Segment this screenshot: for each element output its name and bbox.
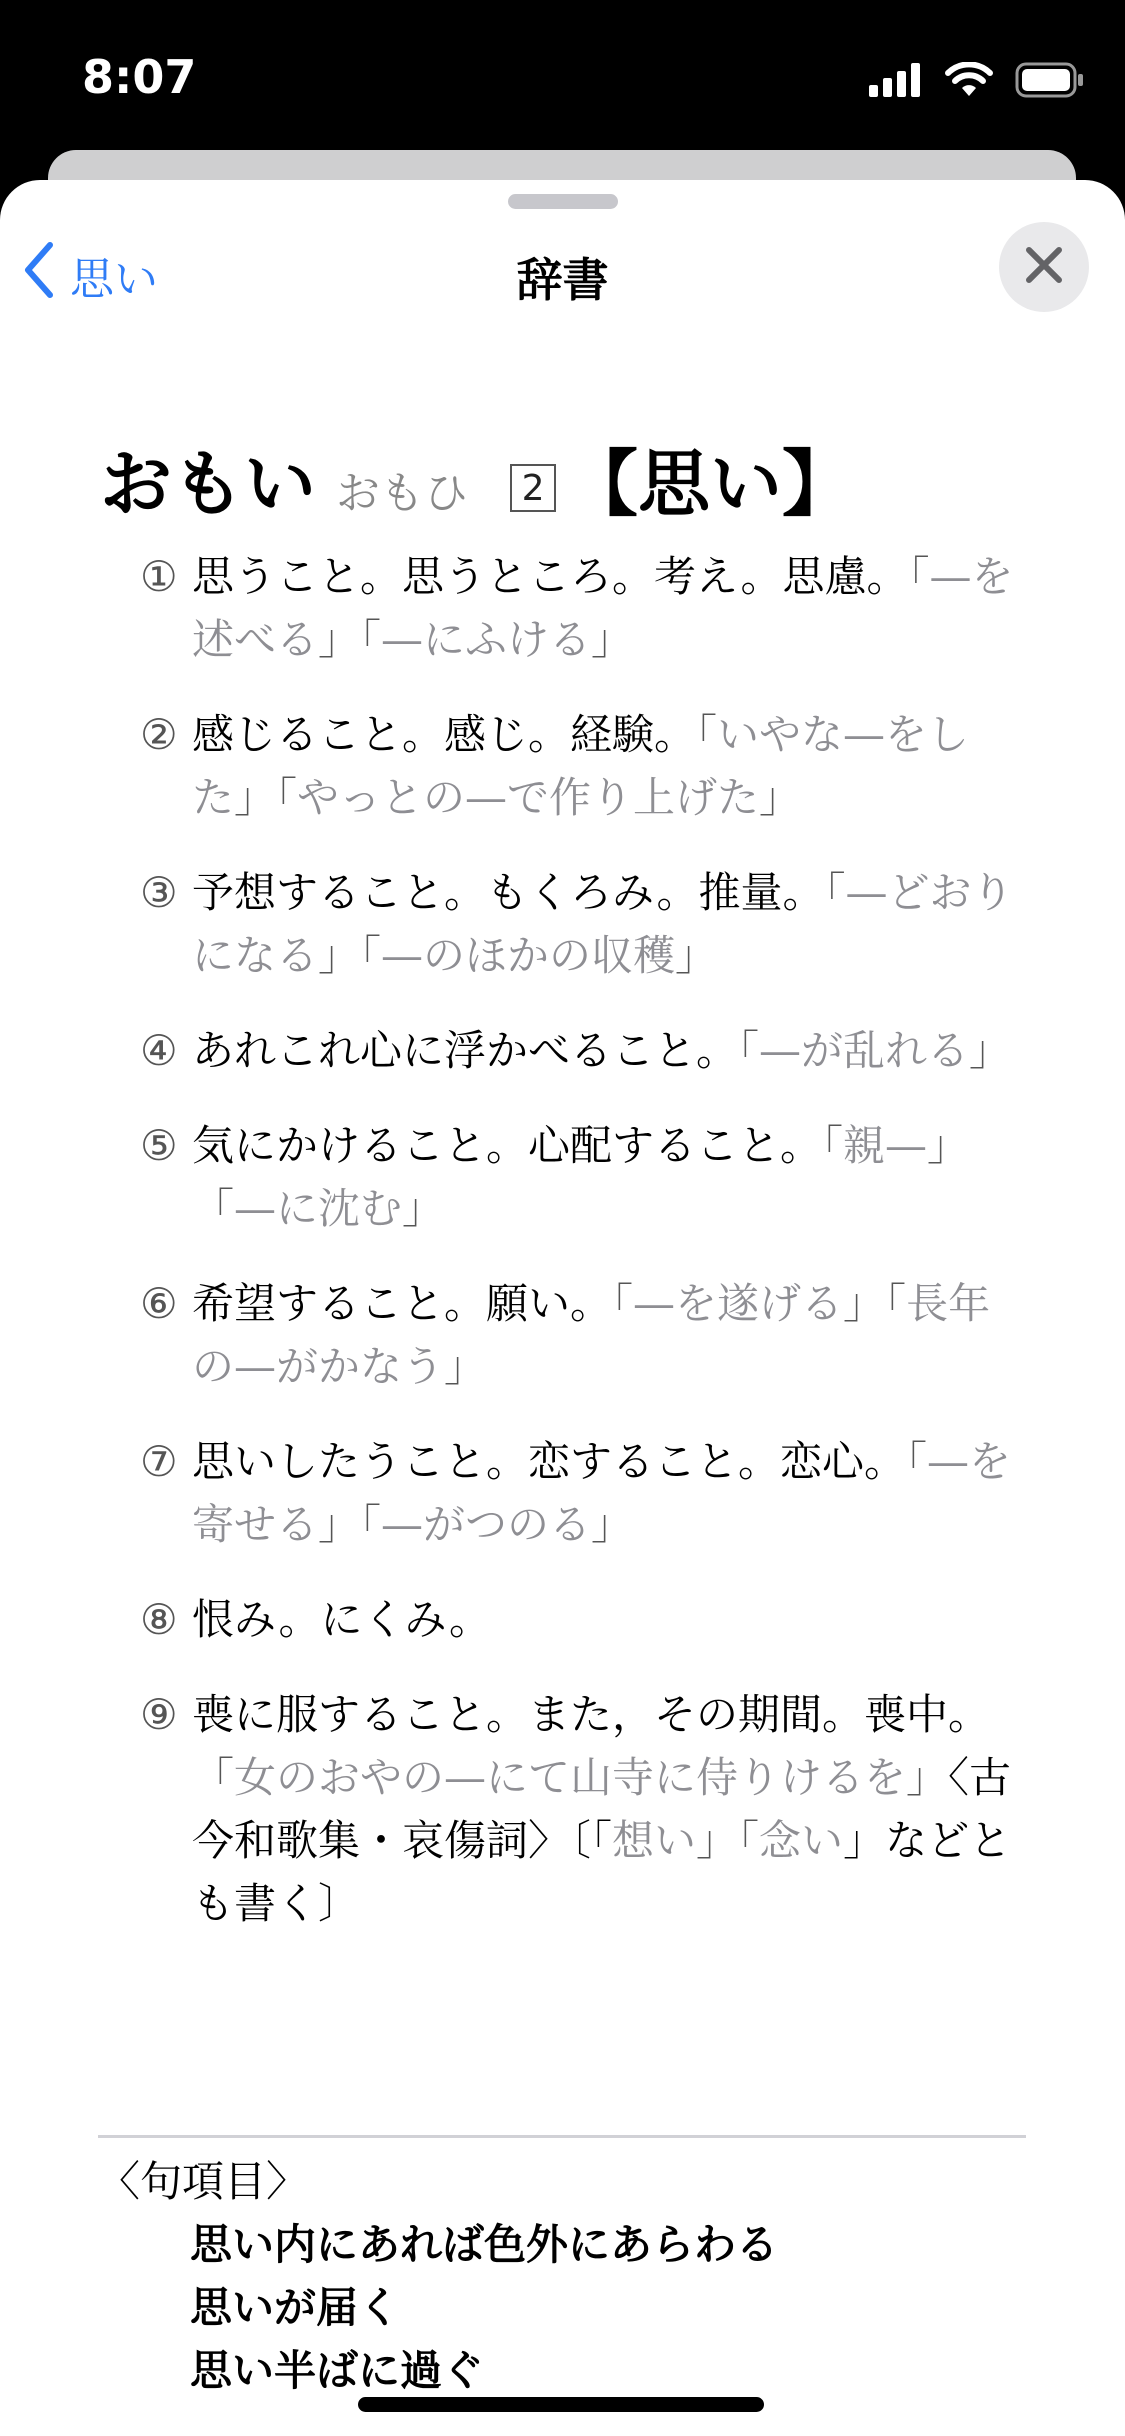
- sense-definition: 希望すること。願い。: [192, 1279, 613, 1328]
- example-phrase: 想い: [612, 1816, 697, 1865]
- quote-bracket: 」: [759, 773, 802, 822]
- sense-item: [140, 703, 1020, 829]
- sense-number: ④: [140, 1026, 178, 1075]
- sense-definition: 気にかけること。心配すること。: [192, 1121, 823, 1170]
- sense-number: ⑧: [140, 1595, 178, 1644]
- quote-bracket: 「: [822, 1121, 844, 1170]
- idiom-item[interactable]: 思い半ばに過ぐ: [190, 2346, 485, 2395]
- battery-icon: [1015, 62, 1085, 102]
- quote-bracket: 」「: [843, 1279, 907, 1328]
- example-phrase: —を寄せる: [192, 1437, 1012, 1549]
- sense-item: [140, 1430, 1020, 1556]
- example-phrase: —のほかの収穫: [381, 931, 676, 980]
- quote-bracket: 」: [591, 1500, 634, 1549]
- quote-bracket: 」: [402, 1184, 445, 1233]
- idioms-list: [190, 2213, 778, 2402]
- quote-bracket: 「: [612, 1279, 634, 1328]
- quote-bracket: 」: [969, 1026, 1012, 1075]
- sense-definition: 思いしたうこと。恋すること。恋心。: [192, 1437, 907, 1486]
- sense-definition: 予想すること。もくろみ。推量。: [192, 868, 825, 917]
- sense-definition: 思うこと。思うところ。考え。思慮。: [192, 552, 909, 601]
- example-phrase: —を述べる: [192, 552, 1014, 664]
- wifi-icon: [945, 62, 993, 102]
- accent-badge: 2: [510, 464, 556, 512]
- sense-note: 〈古今和歌集・哀傷詞〉〔「: [192, 1753, 1012, 1865]
- sense-list: [140, 545, 1020, 1967]
- sense-definition: あれこれ心に浮かべること。: [192, 1026, 739, 1075]
- signal-icon: [869, 63, 923, 101]
- example-phrase: 女のおやの—にて山寺に侍りけるを: [234, 1753, 907, 1802]
- dictionary-sheet: [0, 180, 1125, 2436]
- quote-bracket: 「: [192, 1753, 235, 1802]
- home-indicator: [358, 2397, 764, 2412]
- quote-bracket: 「: [908, 552, 930, 601]
- entry-header: [100, 410, 855, 526]
- close-button[interactable]: [999, 222, 1089, 312]
- close-icon: [1025, 246, 1063, 288]
- example-phrase: 長年の—がかなう: [192, 1279, 991, 1391]
- example-phrase: —がつのる: [381, 1500, 592, 1549]
- back-button-label: 思い: [70, 254, 158, 305]
- quote-bracket: 」「: [696, 1816, 760, 1865]
- sense-item: [140, 1588, 1020, 1651]
- sense-item: [140, 861, 1020, 987]
- sense-item: [140, 545, 1020, 671]
- idiom-item[interactable]: 思いが届く: [190, 2283, 401, 2332]
- kanji-notation: 【思い】: [566, 441, 855, 526]
- quote-bracket: 」: [444, 1342, 487, 1391]
- example-phrase: —どおりになる: [192, 868, 1014, 980]
- quote-bracket: 「: [824, 868, 846, 917]
- sense-definition: 恨み。にくみ。: [192, 1595, 492, 1644]
- sense-number: ⑦: [140, 1437, 178, 1486]
- example-phrase: いやな—をした: [192, 710, 970, 822]
- headword: おもい: [100, 441, 317, 526]
- status-bar: [0, 0, 1125, 150]
- quote-bracket: 」「: [234, 773, 298, 822]
- example-phrase: —を遂げる: [633, 1279, 844, 1328]
- navigation-bar: [0, 220, 1125, 330]
- example-phrase: —に沈む: [234, 1184, 403, 1233]
- sense-note: 」などとも書く〕: [192, 1816, 1012, 1928]
- idiom-item[interactable]: 思い内にあれば色外にあらわる: [190, 2220, 779, 2269]
- status-icons: [869, 62, 1085, 102]
- status-time: 8:07: [82, 50, 197, 104]
- quote-bracket: 」: [675, 931, 718, 980]
- sense-definition: 感じること。感じ。経験。: [192, 710, 697, 759]
- sense-item: [140, 1683, 1020, 1935]
- sense-number: ⑥: [140, 1279, 178, 1328]
- historical-reading: おもひ: [336, 468, 469, 519]
- example-phrase: 念い: [759, 1816, 844, 1865]
- idioms-label: 〈句項目〉: [98, 2157, 309, 2206]
- example-phrase: —にふける: [381, 615, 592, 664]
- sheet-grabber[interactable]: [508, 194, 618, 209]
- quote-bracket: 「: [696, 710, 718, 759]
- sense-definition: 喪に服すること。また，その期間。喪中。: [192, 1690, 991, 1739]
- quote-bracket: 」「: [192, 1121, 970, 1233]
- quote-bracket: 」「: [318, 1500, 382, 1549]
- example-phrase: 親—: [843, 1121, 928, 1170]
- sense-number: ②: [140, 710, 178, 759]
- section-divider: [98, 2135, 1026, 2138]
- quote-bracket: 」「: [318, 931, 382, 980]
- quote-bracket: 」: [591, 615, 634, 664]
- example-phrase: —が乱れる: [759, 1026, 970, 1075]
- sense-item: [140, 1272, 1020, 1398]
- sense-number: ①: [140, 552, 178, 601]
- sense-number: ⑤: [140, 1121, 178, 1170]
- sense-item: [140, 1114, 1020, 1240]
- quote-bracket: 」「: [318, 615, 382, 664]
- sense-number: ③: [140, 868, 178, 917]
- sense-number: ⑨: [140, 1690, 178, 1739]
- quote-bracket: 」: [906, 1753, 949, 1802]
- sense-item: [140, 1019, 1020, 1082]
- example-phrase: やっとの—で作り上げた: [297, 773, 760, 822]
- quote-bracket: 「: [906, 1437, 928, 1486]
- quote-bracket: 「: [738, 1026, 760, 1075]
- page-title: 辞書: [516, 253, 609, 307]
